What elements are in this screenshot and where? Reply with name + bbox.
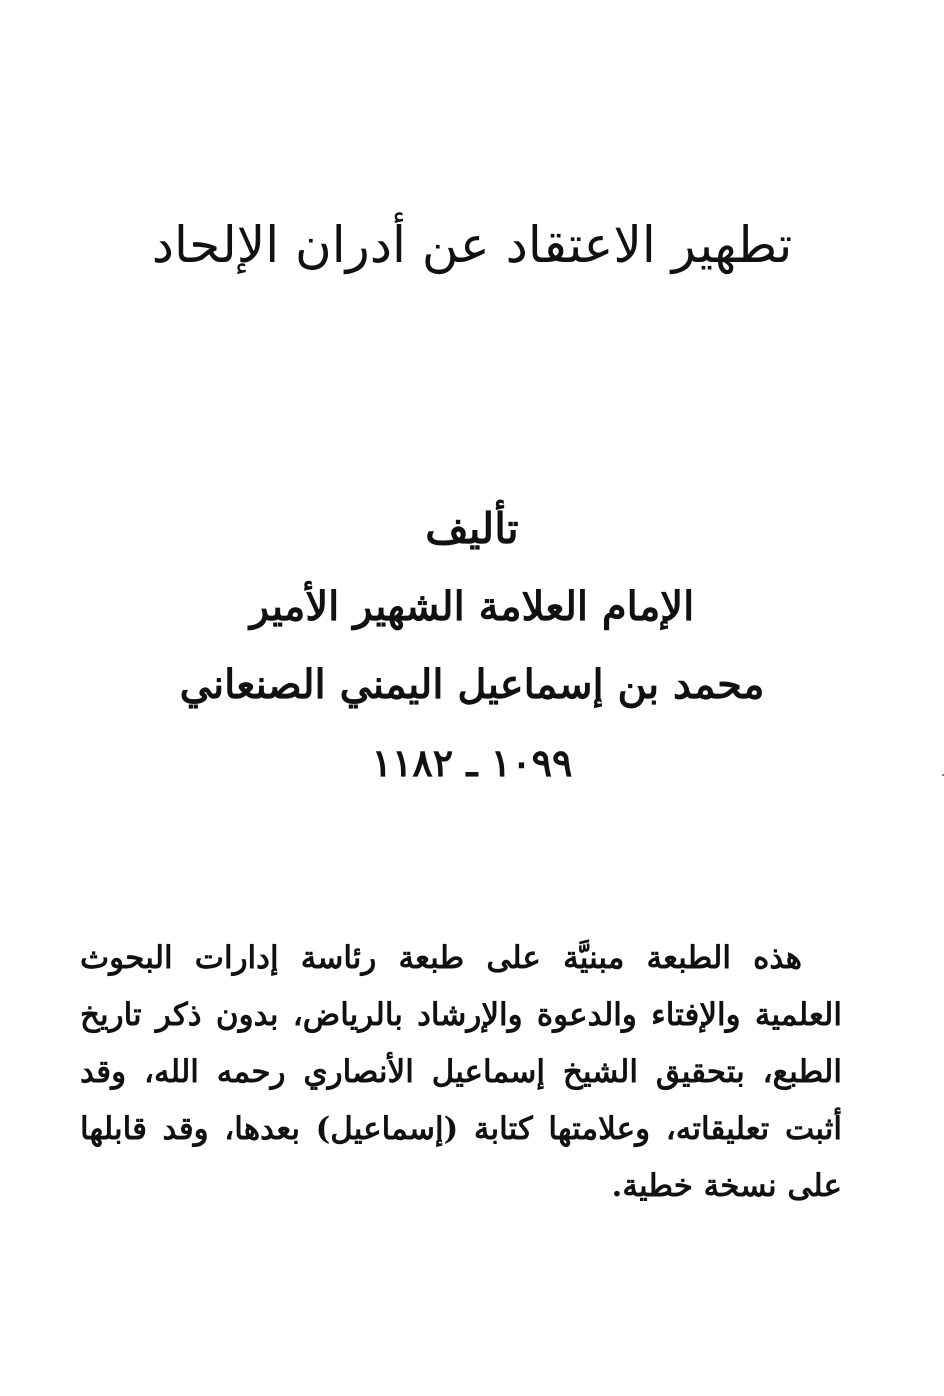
edition-note: هذه الطبعة مبنيَّة على طبعة رئاسة إدارات البحوث العلمية والإفتاء والدعوة والإرشاد بالرياض، بدون ذكر تاريخ الطبع، بتحقيق الشيخ إسماعيل الأنصاري رحمه الله، وقد أثبت تعليقاته، وعلامتها كتابة (إسماعيل) بعدها، وقد قابلها على نسخة خطية. bbox=[80, 940, 842, 1204]
author-name: محمد بن إسماعيل اليمني الصنعاني bbox=[179, 661, 765, 708]
author-dates: ١٠٩٩ ـ ١١٨٢ bbox=[371, 740, 573, 785]
book-title: تطهير الاعتقاد عن أدران الإلحاد bbox=[151, 216, 793, 274]
author-honorific: الإمام العلامة الشهير الأمير bbox=[249, 583, 695, 630]
author-block bbox=[120, 490, 824, 802]
author-label: تأليف bbox=[425, 504, 519, 553]
